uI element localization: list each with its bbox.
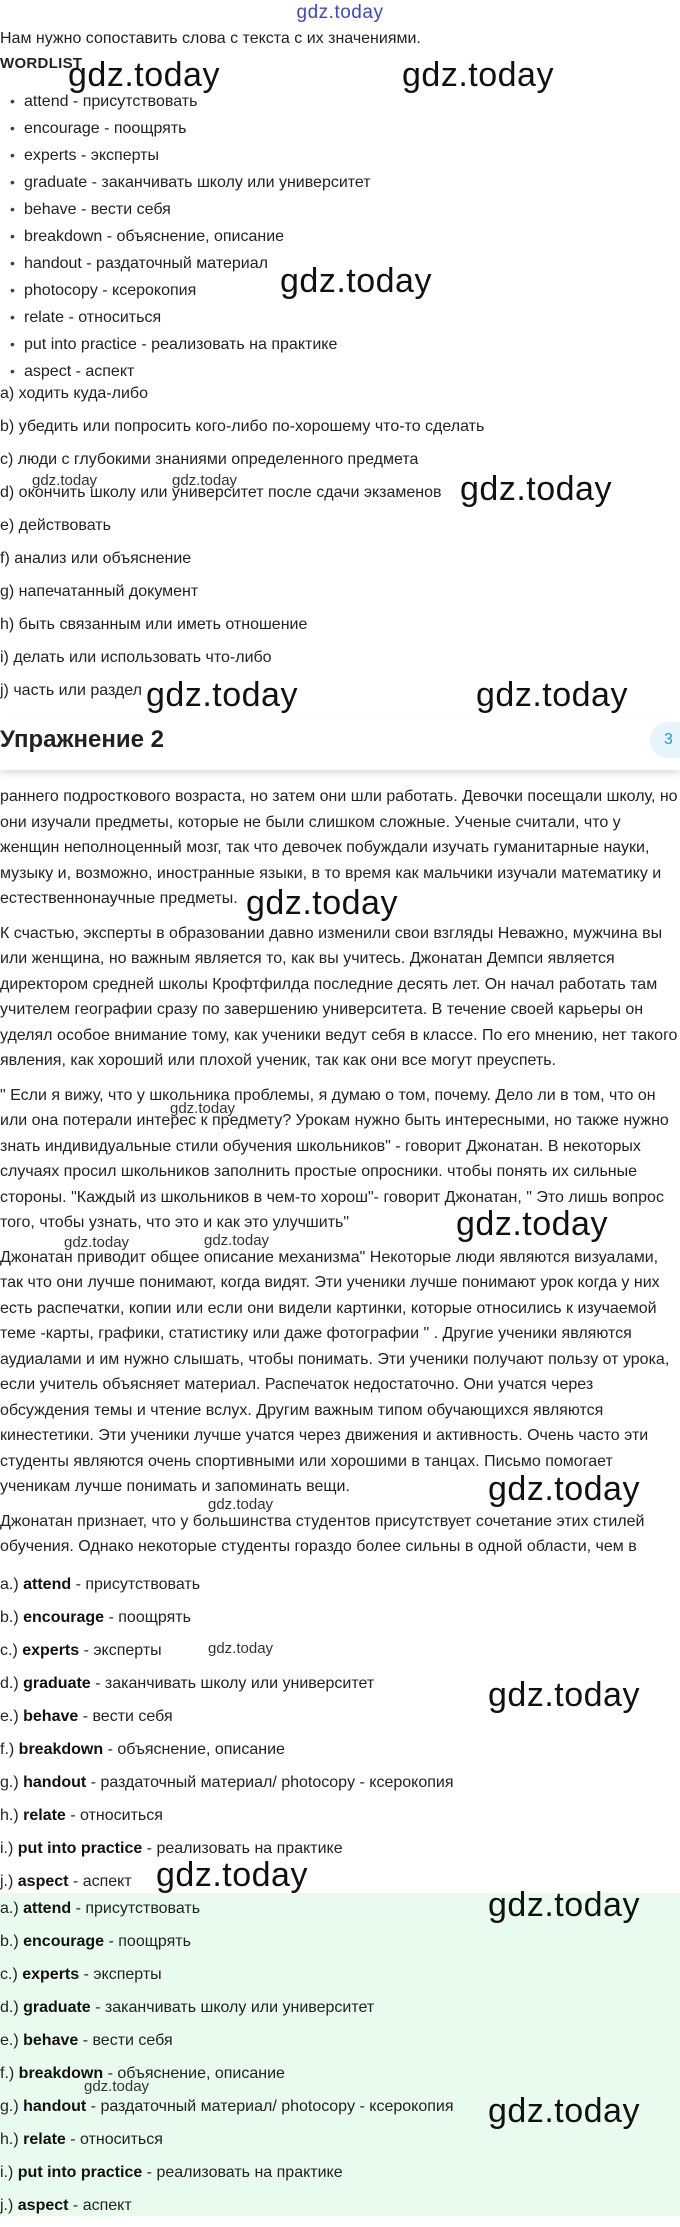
list-item: • graduate - заканчивать школу или университет (0, 169, 371, 196)
text-paragraph: Джонатан признает, что у большинства студентов присутствует сочетание этих стилей обучения. Однако некоторые студенты гораздо более сильны в одной области, чем в (0, 1512, 645, 1555)
answer-item: a.) attend - присутствовать (0, 1900, 201, 1917)
list-item: • behave - вести себя (0, 196, 371, 223)
definition-item: h) быть связанным или иметь отношение (0, 616, 308, 633)
watermark: gdz.today (68, 56, 220, 94)
answer-item: i.) put into practice - реализовать на практике (0, 1840, 343, 1857)
watermark: gdz.today (204, 1232, 270, 1249)
answer-item: a.) attend - присутствовать (0, 1576, 201, 1593)
answer-item: b.) encourage - поощрять (0, 1933, 191, 1950)
exercise-title: Упражнение 2 (0, 726, 164, 753)
watermark: gdz.today (172, 472, 238, 489)
answer-item: g.) handout - раздаточный материал/ photocopy - ксерокопия (0, 2098, 454, 2115)
answer-item: d.) graduate - заканчивать школу или университет (0, 1999, 375, 2016)
text-paragraph: К счастью, эксперты в образовании давно изменили свои взгляды Неважно, мужчина вы или женщина, но важным является то, как вы учитесь. Джонатан Демпси является директором средней школы Крофтфилда последние десять лет. Он начал работать там учителем географии сразу по завершению университета. В течение своей карьеры он уделял особое внимание тому, как ученики ведут себя в классе. По его мнению, нет такого явления, как хороший или плохой ученик, так как они все могут преуспеть. (0, 924, 678, 1069)
top-watermark: gdz.today (296, 2, 384, 23)
definitions-list (0, 382, 484, 712)
list-item: • handout - раздаточный материал (0, 250, 371, 277)
definition-item: f) анализ или объяснение (0, 550, 192, 567)
list-item: • photocopy - ксерокопия (0, 277, 371, 304)
definition-item: d) окончить школу или университет после сдачи экзаменов (0, 484, 442, 501)
watermark: gdz.today (476, 676, 628, 714)
watermark: gdz.today (488, 1676, 640, 1714)
answer-item: h.) relate - относиться (0, 1807, 163, 1824)
exercise-header (0, 718, 680, 770)
list-item: • aspect - аспект (0, 358, 371, 385)
text-paragraph: раннего подросткового возраста, но затем они шли работать. Девочки посещали школу, но они изучали предметы, которые не были слишком сложные. Ученые считали, что у женщин неполноценный мозг, так что девочек побуждали изучать гуманитарные науки, музыку и, возможно, иностранные языки, в то время как мальчики изучали математику и естественнонаучные предметы. (0, 788, 678, 907)
answer-item: j.) aspect - аспект (0, 1873, 132, 1890)
answer-item: e.) behave - вести себя (0, 2032, 173, 2049)
watermark: gdz.today (402, 56, 554, 94)
wordlist-heading: WORDLIST (0, 55, 83, 72)
definition-item: a) ходить куда-либо (0, 385, 148, 402)
answer-item: b.) encourage - поощрять (0, 1609, 191, 1626)
list-item: • put into practice - реализовать на практике (0, 331, 371, 358)
text-paragraph: " Если я вижу, что у школьника проблемы, я думаю о том, почему. Дело ли в том, что он или она потерали интерес к предмету? Урокам нужно быть интересными, но также нужно знать индивидуальные стили обучения школьников" - говорит Джонатан. В некоторых случаях просил школьников заполнить простые опросники. чтобы понять их сильные стороны. "Каждый из школьников в чем-то хорош"- говорит Джонатан, " Это лишь вопрос того, чтобы узнать, что это и как это улучшить" (0, 1086, 669, 1231)
watermark: gdz.today (488, 1470, 640, 1508)
definition-item: j) часть или раздел (0, 682, 142, 699)
watermark: gdz.today (146, 676, 298, 714)
watermark: gdz.today (84, 2078, 150, 2095)
answer-item: c.) experts - эксперты (0, 1966, 162, 1983)
watermark: gdz.today (488, 1886, 640, 1924)
watermark: gdz.today (280, 262, 432, 300)
watermark: gdz.today (156, 1856, 308, 1894)
answer-item: d.) graduate - заканчивать школу или университет (0, 1675, 375, 1692)
watermark: gdz.today (208, 1640, 274, 1657)
answer-item: i.) put into practice - реализовать на практике (0, 2164, 343, 2181)
answer-item: e.) behave - вести себя (0, 1708, 173, 1725)
watermark: gdz.today (488, 2092, 640, 2130)
list-item: • relate - относиться (0, 304, 371, 331)
answer-item: h.) relate - относиться (0, 2131, 163, 2148)
watermark: gdz.today (170, 1100, 236, 1117)
watermark: gdz.today (32, 472, 98, 489)
watermark: gdz.today (208, 1496, 274, 1513)
definition-item: b) убедить или попросить кого-либо по-хорошему что-то сделать (0, 418, 485, 435)
list-item: • experts - эксперты (0, 142, 371, 169)
answer-item: f.) breakdown - объяснение, описание (0, 2065, 285, 2082)
wordlist (0, 88, 371, 385)
watermark: gdz.today (456, 1205, 608, 1243)
list-item: • attend - присутствовать (0, 88, 371, 115)
definition-item: i) делать или использовать что-либо (0, 649, 272, 666)
watermark: gdz.today (64, 1234, 130, 1251)
highlighted-answers-list (0, 1897, 454, 2227)
watermark: gdz.today (460, 470, 612, 508)
exercise-number-badge[interactable]: 3 (650, 722, 680, 758)
answer-item: c.) experts - эксперты (0, 1642, 162, 1659)
text-paragraph: Джонатан приводит общее описание механизма" Некоторые люди являются визуалами, так что они лучше понимают, когда видят. Эти ученики лучше понимают урок когда у них есть распечатки, копии или если они видели картинки, которые относились к изучаемой теме -карты, графики, статистику или даже фотографии " . Другие ученики являются аудиалами и им нужно слышать, чтобы понимать. Эти ученики получают пользу от урока, если учитель объясняет материал. Распечаток недостаточно. Они учатся через обсуждения темы и чтение вслух. Другим важным типом обучающихся являются кинестетики. Эти ученики лучше учатся через движения и активность. Очень часто эти студенты являются очень спортивными или хорошими в танцах. Письмо помогает ученикам лучше понимать и запоминать вещи. (0, 1248, 670, 1495)
list-item: • encourage - поощрять (0, 115, 371, 142)
definition-item: e) действовать (0, 517, 111, 534)
answer-item: j.) aspect - аспект (0, 2197, 132, 2214)
definition-item: c) люди с глубокими знаниями определенного предмета (0, 451, 419, 468)
answers-list (0, 1573, 454, 1903)
definition-item: g) напечатанный документ (0, 583, 199, 600)
list-item: • breakdown - объяснение, описание (0, 223, 371, 250)
task-intro: Нам нужно сопоставить слова с текста с их значениями. (0, 30, 421, 47)
watermark: gdz.today (246, 884, 398, 922)
answer-item: g.) handout - раздаточный материал/ photocopy - ксерокопия (0, 1774, 454, 1791)
answer-item: f.) breakdown - объяснение, описание (0, 1741, 285, 1758)
